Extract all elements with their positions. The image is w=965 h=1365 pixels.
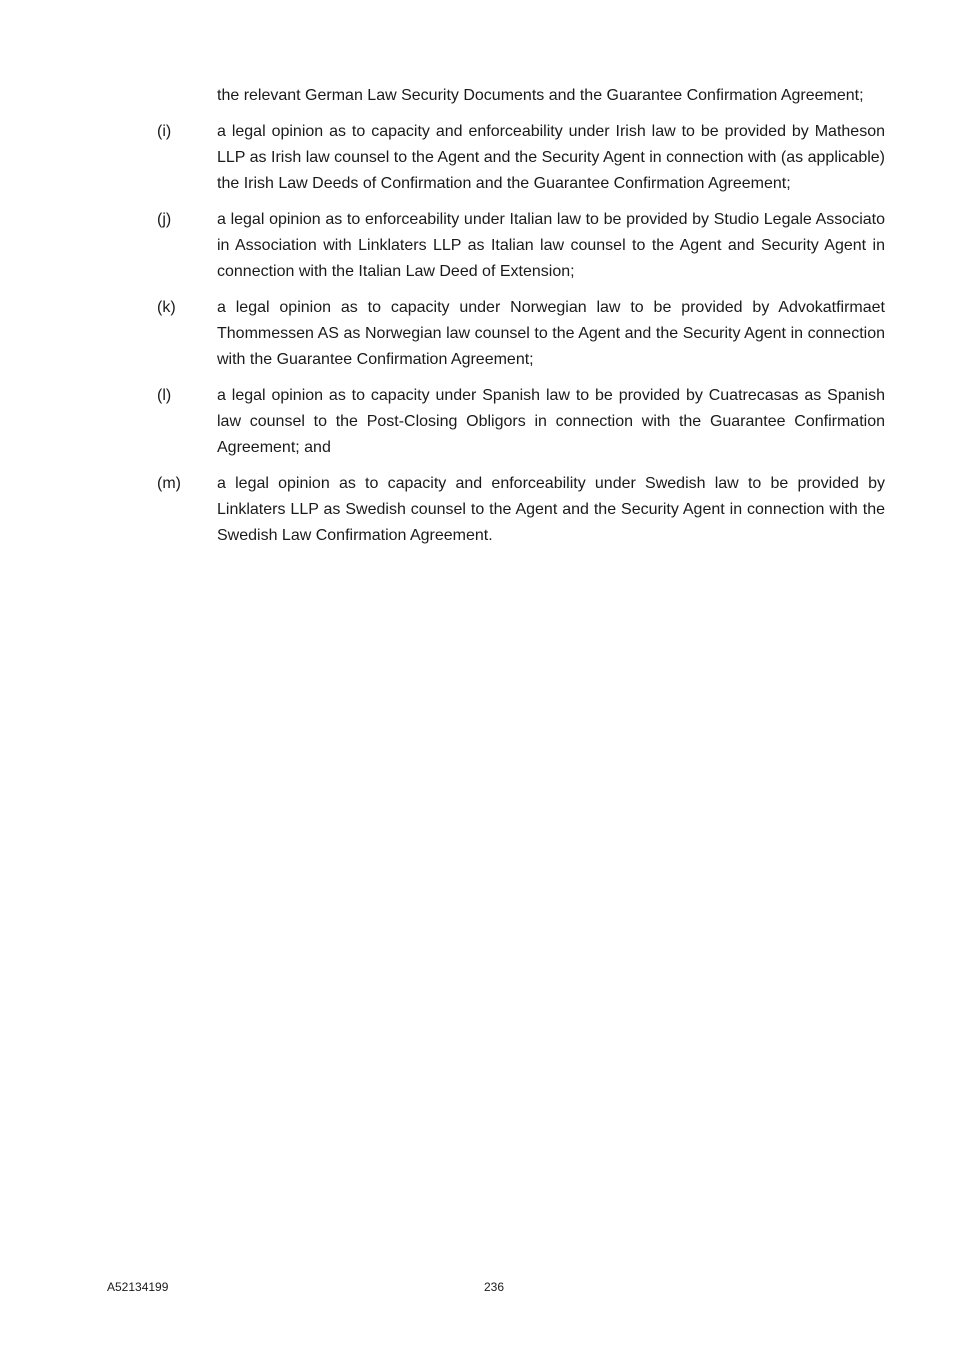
list-marker: (m) [157,475,181,492]
list-marker: (i) [157,123,172,140]
list-item-l [157,383,885,461]
list-marker: (l) [157,387,172,404]
list-item-k [157,295,885,373]
list-item-i [157,119,885,197]
document-body [157,83,885,559]
list-item-m [157,471,885,549]
list-marker: (j) [157,211,172,228]
footer-document-reference: A52134199 [107,1280,169,1294]
list-item-j [157,207,885,285]
list-item-text: a legal opinion as to capacity and enforceability under Swedish law to be provided by Linklaters LLP as Swedish counsel to the Agent and the Security Agent in connection with the Swedish Law Confirmation Agreement. [217,475,885,544]
list-marker: (k) [157,299,176,316]
list-item-text: a legal opinion as to capacity and enforceability under Irish law to be provided by Matheson LLP as Irish law counsel to the Agent and the Security Agent in connection with (as applicable) the Irish Law Deeds of Confirmation and the Guarantee Confirmation Agreement; [217,123,885,192]
list-item-text: a legal opinion as to capacity under Norwegian law to be provided by Advokatfirmaet Thommessen AS as Norwegian law counsel to the Agent and the Security Agent in connection with the Guarantee Confirmation Agreement; [217,299,885,368]
list-item-text: a legal opinion as to capacity under Spanish law to be provided by Cuatrecasas as Spanish law counsel to the Post-Closing Obligors in connection with the Guarantee Confirmation Agreement; and [217,387,885,456]
footer-page-number: 236 [484,1280,505,1294]
continuation-paragraph: the relevant German Law Security Documents and the Guarantee Confirmation Agreement; [217,87,864,104]
list-item-text: a legal opinion as to enforceability under Italian law to be provided by Studio Legale Associato in Association with Linklaters LLP as Italian law counsel to the Agent and Security Agent in connection with the Italian Law Deed of Extension; [217,211,885,280]
